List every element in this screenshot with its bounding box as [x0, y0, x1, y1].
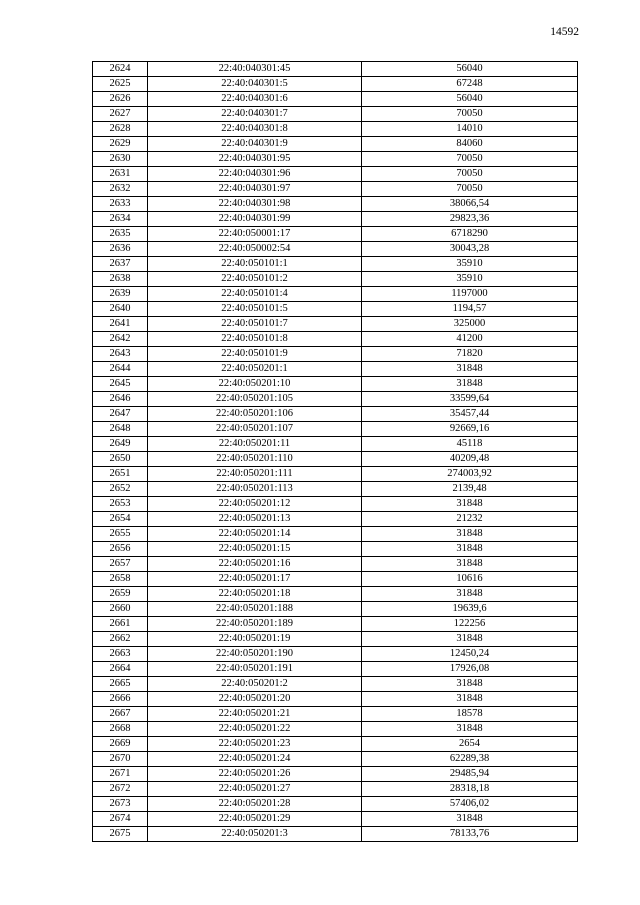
cadastral-number-cell: 22:40:050201:11: [148, 437, 362, 452]
row-number-cell: 2672: [93, 782, 148, 797]
row-number-cell: 2667: [93, 707, 148, 722]
cadastral-number-cell: 22:40:040301:6: [148, 92, 362, 107]
value-cell: 31848: [362, 722, 578, 737]
row-number-cell: 2673: [93, 797, 148, 812]
table-row: [93, 212, 578, 227]
value-cell: 29823,36: [362, 212, 578, 227]
row-number-cell: 2654: [93, 512, 148, 527]
value-cell: 28318,18: [362, 782, 578, 797]
cadastral-number-cell: 22:40:050101:8: [148, 332, 362, 347]
row-number-cell: 2644: [93, 362, 148, 377]
cadastral-number-cell: 22:40:040301:8: [148, 122, 362, 137]
value-cell: 70050: [362, 107, 578, 122]
row-number-cell: 2665: [93, 677, 148, 692]
cadastral-number-cell: 22:40:050201:10: [148, 377, 362, 392]
row-number-cell: 2646: [93, 392, 148, 407]
table-row: [93, 62, 578, 77]
row-number-cell: 2650: [93, 452, 148, 467]
registry-table-body: [93, 62, 578, 842]
row-number-cell: 2666: [93, 692, 148, 707]
cadastral-number-cell: 22:40:050101:2: [148, 272, 362, 287]
table-row: [93, 332, 578, 347]
row-number-cell: 2668: [93, 722, 148, 737]
value-cell: 84060: [362, 137, 578, 152]
table-row: [93, 587, 578, 602]
value-cell: 31848: [362, 812, 578, 827]
row-number-cell: 2648: [93, 422, 148, 437]
cadastral-number-cell: 22:40:040301:7: [148, 107, 362, 122]
value-cell: 70050: [362, 182, 578, 197]
cadastral-number-cell: 22:40:050201:16: [148, 557, 362, 572]
row-number-cell: 2637: [93, 257, 148, 272]
table-row: [93, 677, 578, 692]
value-cell: 56040: [362, 92, 578, 107]
value-cell: 19639,6: [362, 602, 578, 617]
cadastral-number-cell: 22:40:050201:113: [148, 482, 362, 497]
cadastral-number-cell: 22:40:050101:1: [148, 257, 362, 272]
row-number-cell: 2636: [93, 242, 148, 257]
table-row: [93, 722, 578, 737]
value-cell: 12450,24: [362, 647, 578, 662]
table-row: [93, 782, 578, 797]
row-number-cell: 2669: [93, 737, 148, 752]
row-number-cell: 2659: [93, 587, 148, 602]
value-cell: 122256: [362, 617, 578, 632]
table-row: [93, 647, 578, 662]
value-cell: 2654: [362, 737, 578, 752]
cadastral-number-cell: 22:40:050201:189: [148, 617, 362, 632]
value-cell: 31848: [362, 542, 578, 557]
table-row: [93, 632, 578, 647]
value-cell: 62289,38: [362, 752, 578, 767]
table-row: [93, 497, 578, 512]
table-row: [93, 257, 578, 272]
cadastral-number-cell: 22:40:050201:105: [148, 392, 362, 407]
table-row: [93, 797, 578, 812]
value-cell: 78133,76: [362, 827, 578, 842]
row-number-cell: 2641: [93, 317, 148, 332]
table-row: [93, 377, 578, 392]
row-number-cell: 2675: [93, 827, 148, 842]
row-number-cell: 2645: [93, 377, 148, 392]
cadastral-number-cell: 22:40:040301:97: [148, 182, 362, 197]
value-cell: 31848: [362, 692, 578, 707]
value-cell: 70050: [362, 152, 578, 167]
value-cell: 17926,08: [362, 662, 578, 677]
value-cell: 31848: [362, 557, 578, 572]
row-number-cell: 2674: [93, 812, 148, 827]
cadastral-number-cell: 22:40:050101:5: [148, 302, 362, 317]
cadastral-number-cell: 22:40:050101:9: [148, 347, 362, 362]
value-cell: 31848: [362, 587, 578, 602]
value-cell: 31848: [362, 527, 578, 542]
table-row: [93, 167, 578, 182]
cadastral-number-cell: 22:40:050101:7: [148, 317, 362, 332]
value-cell: 2139,48: [362, 482, 578, 497]
cadastral-number-cell: 22:40:050201:13: [148, 512, 362, 527]
value-cell: 21232: [362, 512, 578, 527]
value-cell: 10616: [362, 572, 578, 587]
table-row: [93, 707, 578, 722]
table-row: [93, 767, 578, 782]
row-number-cell: 2660: [93, 602, 148, 617]
value-cell: 92669,16: [362, 422, 578, 437]
cadastral-number-cell: 22:40:050201:19: [148, 632, 362, 647]
value-cell: 35910: [362, 272, 578, 287]
row-number-cell: 2632: [93, 182, 148, 197]
value-cell: 45118: [362, 437, 578, 452]
cadastral-number-cell: 22:40:050201:14: [148, 527, 362, 542]
row-number-cell: 2629: [93, 137, 148, 152]
table-row: [93, 737, 578, 752]
row-number-cell: 2661: [93, 617, 148, 632]
value-cell: 40209,48: [362, 452, 578, 467]
table-row: [93, 482, 578, 497]
table-row: [93, 452, 578, 467]
value-cell: 31848: [362, 377, 578, 392]
table-row: [93, 272, 578, 287]
page-number: 14592: [550, 26, 579, 38]
table-row: [93, 317, 578, 332]
value-cell: 1194,57: [362, 302, 578, 317]
value-cell: 18578: [362, 707, 578, 722]
row-number-cell: 2635: [93, 227, 148, 242]
value-cell: 71820: [362, 347, 578, 362]
value-cell: 274003,92: [362, 467, 578, 482]
cadastral-number-cell: 22:40:050201:20: [148, 692, 362, 707]
cadastral-number-cell: 22:40:050201:21: [148, 707, 362, 722]
value-cell: 29485,94: [362, 767, 578, 782]
value-cell: 14010: [362, 122, 578, 137]
value-cell: 57406,02: [362, 797, 578, 812]
cadastral-number-cell: 22:40:050201:2: [148, 677, 362, 692]
table-row: [93, 137, 578, 152]
row-number-cell: 2649: [93, 437, 148, 452]
cadastral-number-cell: 22:40:050201:188: [148, 602, 362, 617]
cadastral-number-cell: 22:40:040301:5: [148, 77, 362, 92]
row-number-cell: 2638: [93, 272, 148, 287]
table-row: [93, 347, 578, 362]
registry-table: [92, 61, 578, 842]
cadastral-number-cell: 22:40:050201:190: [148, 647, 362, 662]
cadastral-number-cell: 22:40:050201:107: [148, 422, 362, 437]
value-cell: 31848: [362, 632, 578, 647]
value-cell: 70050: [362, 167, 578, 182]
cadastral-number-cell: 22:40:050201:26: [148, 767, 362, 782]
value-cell: 31848: [362, 497, 578, 512]
table-row: [93, 467, 578, 482]
table-row: [93, 602, 578, 617]
table-row: [93, 77, 578, 92]
cadastral-number-cell: 22:40:040301:95: [148, 152, 362, 167]
cadastral-number-cell: 22:40:040301:96: [148, 167, 362, 182]
cadastral-number-cell: 22:40:050001:17: [148, 227, 362, 242]
cadastral-number-cell: 22:40:050002:54: [148, 242, 362, 257]
value-cell: 41200: [362, 332, 578, 347]
row-number-cell: 2640: [93, 302, 148, 317]
cadastral-number-cell: 22:40:040301:98: [148, 197, 362, 212]
table-row: [93, 617, 578, 632]
value-cell: 56040: [362, 62, 578, 77]
row-number-cell: 2628: [93, 122, 148, 137]
row-number-cell: 2663: [93, 647, 148, 662]
table-row: [93, 557, 578, 572]
value-cell: 31848: [362, 362, 578, 377]
table-row: [93, 437, 578, 452]
row-number-cell: 2643: [93, 347, 148, 362]
row-number-cell: 2671: [93, 767, 148, 782]
row-number-cell: 2647: [93, 407, 148, 422]
row-number-cell: 2670: [93, 752, 148, 767]
value-cell: 35457,44: [362, 407, 578, 422]
cadastral-number-cell: 22:40:040301:45: [148, 62, 362, 77]
cadastral-number-cell: 22:40:050201:27: [148, 782, 362, 797]
row-number-cell: 2633: [93, 197, 148, 212]
table-row: [93, 92, 578, 107]
row-number-cell: 2651: [93, 467, 148, 482]
value-cell: 6718290: [362, 227, 578, 242]
value-cell: 325000: [362, 317, 578, 332]
table-row: [93, 662, 578, 677]
table-row: [93, 542, 578, 557]
cadastral-number-cell: 22:40:050201:17: [148, 572, 362, 587]
table-row: [93, 362, 578, 377]
table-row: [93, 527, 578, 542]
table-row: [93, 107, 578, 122]
row-number-cell: 2631: [93, 167, 148, 182]
row-number-cell: 2662: [93, 632, 148, 647]
row-number-cell: 2639: [93, 287, 148, 302]
row-number-cell: 2624: [93, 62, 148, 77]
row-number-cell: 2653: [93, 497, 148, 512]
table-row: [93, 407, 578, 422]
table-row: [93, 392, 578, 407]
cadastral-number-cell: 22:40:050201:23: [148, 737, 362, 752]
row-number-cell: 2626: [93, 92, 148, 107]
row-number-cell: 2657: [93, 557, 148, 572]
cadastral-number-cell: 22:40:050201:3: [148, 827, 362, 842]
table-row: [93, 422, 578, 437]
row-number-cell: 2642: [93, 332, 148, 347]
table-row: [93, 197, 578, 212]
value-cell: 1197000: [362, 287, 578, 302]
cadastral-number-cell: 22:40:050201:110: [148, 452, 362, 467]
table-row: [93, 152, 578, 167]
cadastral-number-cell: 22:40:040301:9: [148, 137, 362, 152]
row-number-cell: 2627: [93, 107, 148, 122]
cadastral-number-cell: 22:40:050101:4: [148, 287, 362, 302]
cadastral-number-cell: 22:40:050201:24: [148, 752, 362, 767]
value-cell: 31848: [362, 677, 578, 692]
table-row: [93, 827, 578, 842]
cadastral-number-cell: 22:40:050201:18: [148, 587, 362, 602]
table-row: [93, 692, 578, 707]
row-number-cell: 2625: [93, 77, 148, 92]
cadastral-number-cell: 22:40:050201:106: [148, 407, 362, 422]
row-number-cell: 2664: [93, 662, 148, 677]
cadastral-number-cell: 22:40:050201:22: [148, 722, 362, 737]
row-number-cell: 2634: [93, 212, 148, 227]
row-number-cell: 2655: [93, 527, 148, 542]
value-cell: 67248: [362, 77, 578, 92]
table-row: [93, 812, 578, 827]
table-row: [93, 182, 578, 197]
table-row: [93, 227, 578, 242]
table-row: [93, 572, 578, 587]
table-row: [93, 752, 578, 767]
cadastral-number-cell: 22:40:050201:15: [148, 542, 362, 557]
value-cell: 33599,64: [362, 392, 578, 407]
row-number-cell: 2656: [93, 542, 148, 557]
row-number-cell: 2652: [93, 482, 148, 497]
table-row: [93, 512, 578, 527]
cadastral-number-cell: 22:40:050201:29: [148, 812, 362, 827]
cadastral-number-cell: 22:40:040301:99: [148, 212, 362, 227]
cadastral-number-cell: 22:40:050201:111: [148, 467, 362, 482]
cadastral-number-cell: 22:40:050201:12: [148, 497, 362, 512]
cadastral-number-cell: 22:40:050201:1: [148, 362, 362, 377]
value-cell: 30043,28: [362, 242, 578, 257]
row-number-cell: 2630: [93, 152, 148, 167]
cadastral-number-cell: 22:40:050201:191: [148, 662, 362, 677]
table-row: [93, 287, 578, 302]
row-number-cell: 2658: [93, 572, 148, 587]
value-cell: 38066,54: [362, 197, 578, 212]
cadastral-number-cell: 22:40:050201:28: [148, 797, 362, 812]
table-row: [93, 302, 578, 317]
value-cell: 35910: [362, 257, 578, 272]
table-row: [93, 242, 578, 257]
table-row: [93, 122, 578, 137]
